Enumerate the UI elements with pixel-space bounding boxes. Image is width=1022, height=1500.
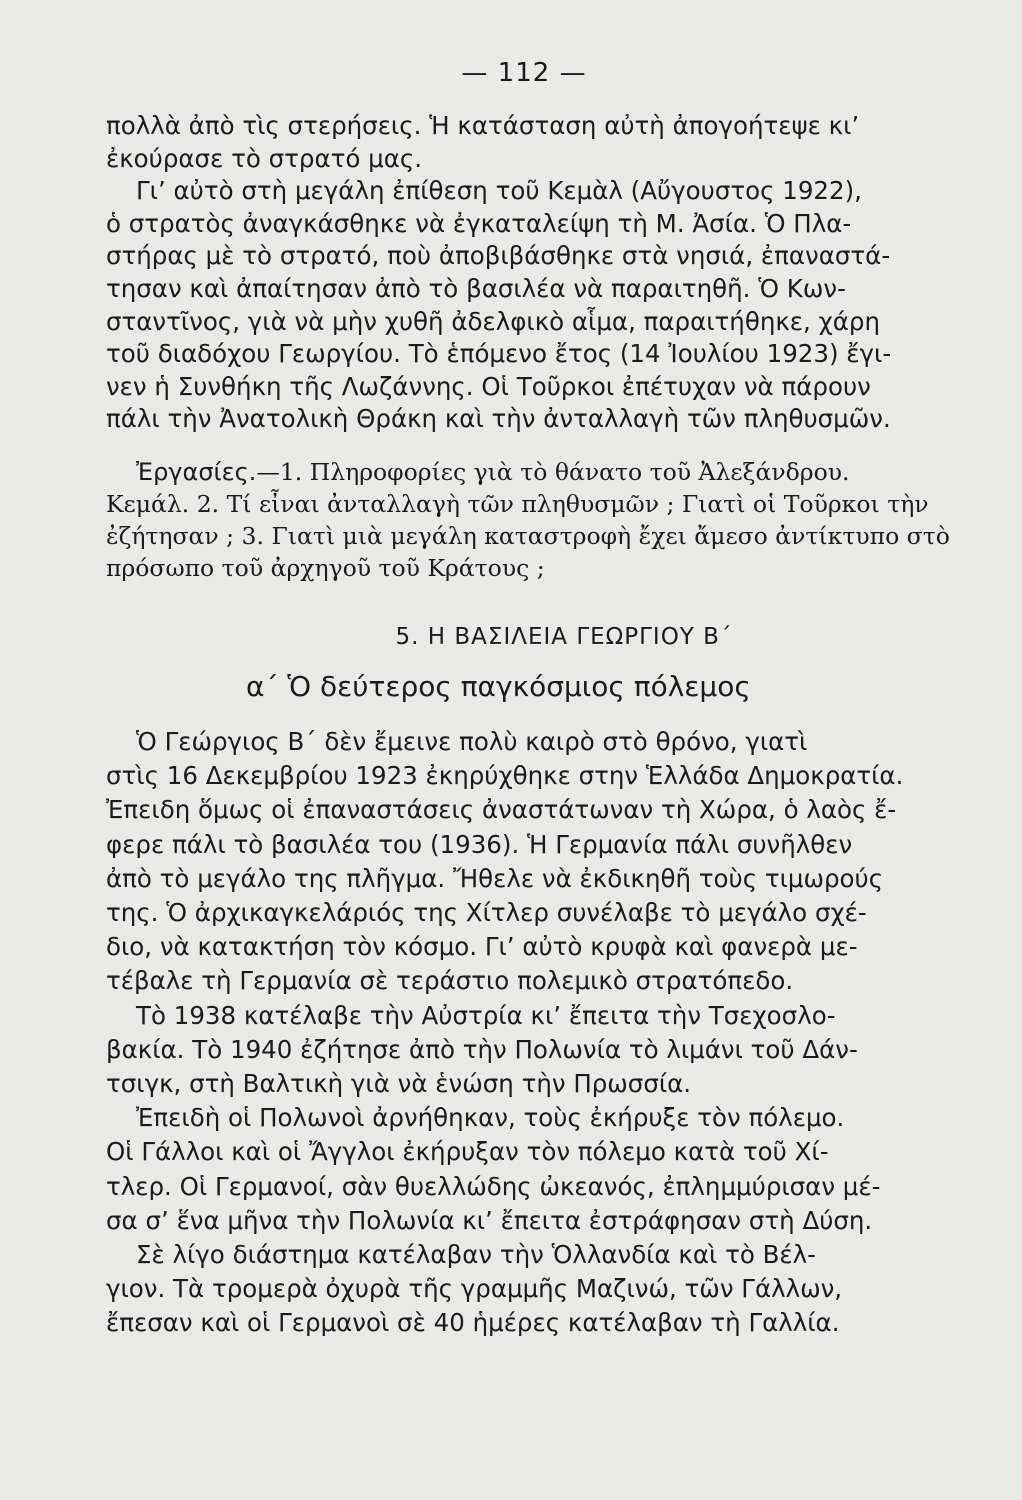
- text-line: Οἱ Γάλλοι καὶ οἱ Ἄγγλοι ἐκήρυξαν τὸν πόλεμο κατὰ τοῦ Χί-: [106, 1137, 829, 1167]
- text-line: τοῦ διαδόχου Γεωργίου. Τὸ ἑπόμενο ἔτος (14 Ἰουλίου 1923) ἔγι-: [106, 339, 892, 369]
- text-line: πρόσωπο τοῦ ἀρχηγοῦ τοῦ Κράτους ;: [106, 553, 545, 582]
- exercises-label: Ἐργασίες.: [136, 457, 257, 486]
- text-line: Ὁ Γεώργιος Β΄ δὲν ἔμεινε πολὺ καιρὸ στὸ θρόνο, γιατὶ: [136, 726, 808, 756]
- exercises-block: [106, 456, 982, 584]
- text-line: —1. Πληροφορίες γιὰ τὸ θάνατο τοῦ Ἀλεξάνδρου.: [256, 457, 850, 486]
- text-line: ἐζήτησαν ; 3. Γιατὶ μιὰ μεγάλη καταστροφὴ ἔχει ἄμεσο ἀντίκτυπο στὸ: [106, 521, 950, 550]
- text-line: Σὲ λίγο διάστημα κατέλαβαν τὴν Ὁλλανδία καὶ τὸ Βέλ-: [136, 1239, 816, 1269]
- text-line: στήρας μὲ τὸ στρατό, ποὺ ἀποβιβάσθηκε στὰ νησιά, ἐπαναστά-: [106, 241, 891, 271]
- paragraph-poland: [106, 1101, 982, 1238]
- text-line: Γι’ αὐτὸ στὴ μεγάλη ἐπίθεση τοῦ Κεμὰλ (Αὔγουστος 1922),: [136, 176, 862, 206]
- text-line: διο, νὰ κατακτήση τὸν κόσμο. Γι’ αὐτὸ κρυφὰ καὶ φανερὰ με-: [106, 932, 858, 962]
- paragraph-kemal-attack: [106, 175, 982, 436]
- text-line: ἔπεσαν καὶ οἱ Γερμανοὶ σὲ 40 ἡμέρες κατέλαβαν τὴ Γαλλία.: [106, 1308, 840, 1338]
- text-line: τέβαλε τὴ Γερμανία σὲ τεράστιο πολεμικὸ στρατόπεδο.: [106, 966, 794, 996]
- text-line: ἀπὸ τὸ μεγάλο της πλῆγμα. Ἤθελε νὰ ἐκδικηθῆ τοὺς τιμωρούς: [106, 863, 884, 893]
- text-line: τσιγκ, στὴ Βαλτικὴ γιὰ νὰ ἑνώση τὴν Πρωσσία.: [106, 1068, 692, 1098]
- text-line: Τὸ 1938 κατέλαβε τὴν Αὐστρία κι’ ἔπειτα τὴν Τσεχοσλο-: [136, 1000, 836, 1030]
- text-line: Κεμάλ. 2. Τί εἶναι ἀνταλλαγὴ τῶν πληθυσμῶν ; Γιατὶ οἱ Τοῦρκοι τὴν: [106, 489, 929, 518]
- chapter-title: 5. Η ΒΑΣΙΛΕΙΑ ΓΕΩΡΓΙΟΥ Β΄: [395, 623, 733, 650]
- text-line: ὁ στρατὸς ἀναγκάσθηκε νὰ ἐγκαταλείψη τὴ Μ. Ἀσία. Ὁ Πλα-: [106, 208, 852, 238]
- text-line: Ἐπειδη ὅμως οἱ ἐπαναστάσεις ἀναστάτωναν τὴ Χώρα, ὁ λαὸς ἔ-: [106, 795, 897, 825]
- text-line: τλερ. Οἱ Γερμανοί, σὰν θυελλώδης ὠκεανός, ἐπλημμύρισαν μέ-: [106, 1171, 881, 1201]
- text-line: Ἐπειδὴ οἱ Πολωνοὶ ἀρνήθηκαν, τοὺς ἐκήρυξε τὸν πόλεμο.: [136, 1103, 845, 1133]
- text-line: νεν ἡ Συνθήκη τῆς Λωζάννης. Οἱ Τοῦρκοι ἐπέτυχαν νὰ πάρουν: [106, 371, 871, 401]
- text-line: στὶς 16 Δεκεμβρίου 1923 ἐκηρύχθηκε στην Ἑλλάδα Δημοκρατία.: [106, 761, 904, 791]
- text-line: σταντῖνος, γιὰ νὰ μὴν χυθῆ ἀδελφικὸ αἷμα, παραιτήθηκε, χάρη: [106, 306, 880, 336]
- paragraph-hardships: [106, 110, 982, 175]
- text-line: πολλὰ ἀπὸ τὶς στερήσεις. Ἡ κατάσταση αὐτὴ ἀπογοήτεψε κι’: [106, 111, 860, 140]
- text-line: φερε πάλι τὸ βασιλέα του (1936). Ἡ Γερμανία πάλι συνῆλθεν: [106, 829, 853, 859]
- text-line: γιον. Τὰ τρομερὰ ὀχυρὰ τῆς γραμμῆς Μαζινώ, τῶν Γάλλων,: [106, 1274, 843, 1304]
- paragraph-1938: [106, 999, 982, 1102]
- text-line: ἐκούρασε τὸ στρατό μας.: [106, 143, 423, 173]
- text-line: τησαν καὶ ἀπαίτησαν ἀπὸ τὸ βασιλέα νὰ παραιτηθῆ. Ὁ Κων-: [106, 273, 846, 303]
- text-line: πάλι τὴν Ἀνατολικὴ Θράκη καὶ τὴν ἀνταλλαγὴ τῶν πληθυσμῶν.: [106, 404, 891, 434]
- paragraph-george-ii: [106, 725, 982, 999]
- section-title: α΄ Ὁ δεύτερος παγκόσμιος πόλεμος: [246, 669, 751, 703]
- text-line: της. Ὁ ἀρχικαγκελάριός της Χίτλερ συνέλαβε τὸ μεγάλο σχέ-: [106, 897, 867, 927]
- text-line: βακία. Τὸ 1940 ἐζήτησε ἀπὸ τὴν Πολωνία τὸ λιμάνι τοῦ Δάν-: [106, 1034, 858, 1064]
- exercises-first-line: [106, 456, 982, 488]
- page-number: — 112 —: [461, 58, 587, 88]
- text-line: σα σ’ ἕνα μῆνα τὴν Πολωνία κι’ ἔπειτα ἐστράφησαν στὴ Δύση.: [106, 1205, 873, 1235]
- paragraph-west: [106, 1238, 982, 1341]
- chapter-body: [106, 725, 982, 1341]
